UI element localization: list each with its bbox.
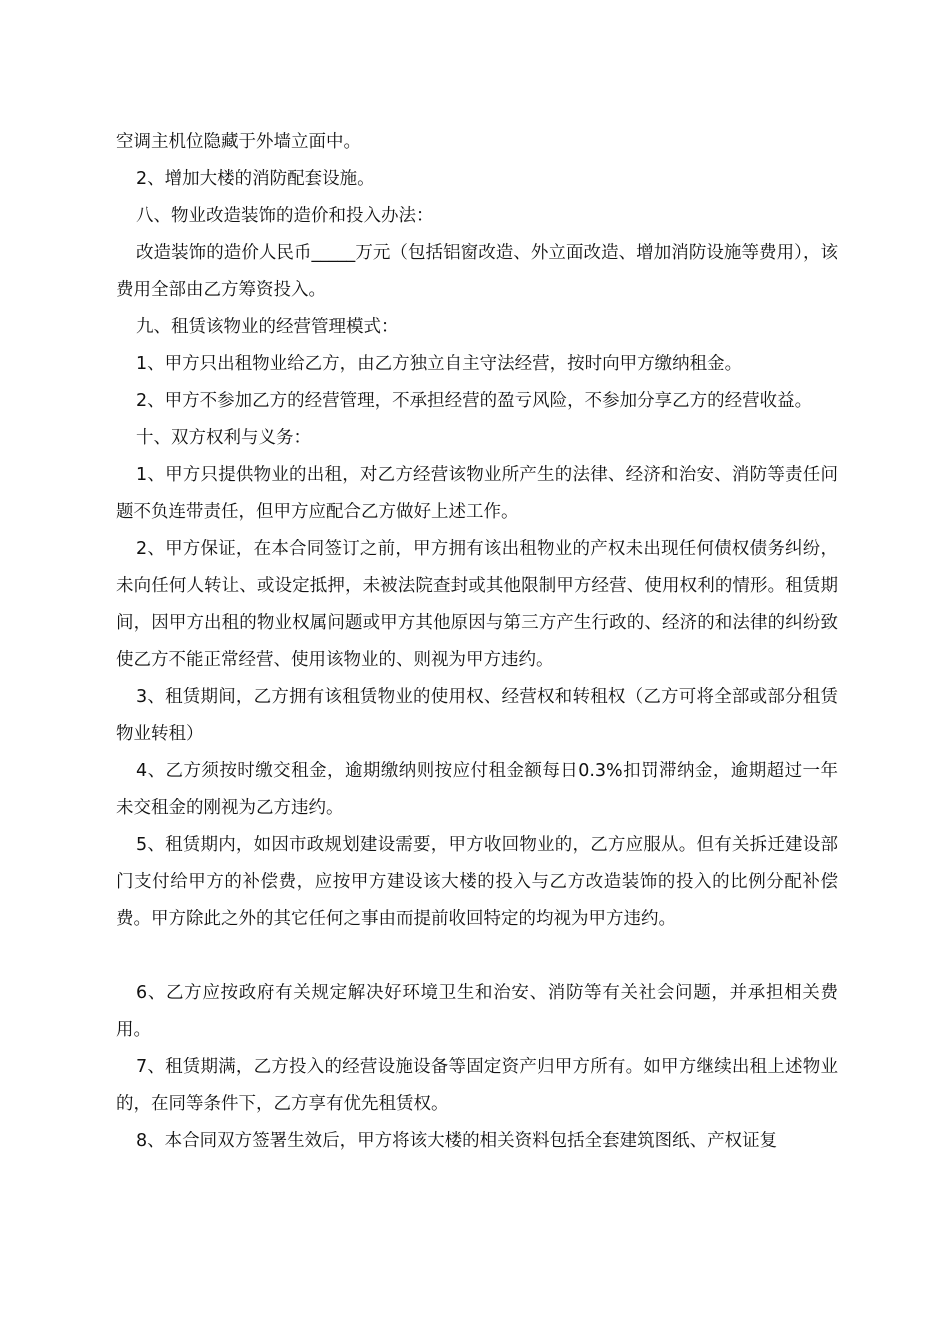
paragraph: 2、甲方保证，在本合同签订之前，甲方拥有该出租物业的产权未出现任何债权债务纠纷，未向任何人转让、或设定抵押，未被法院查封或其他限制甲方经营、使用权利的情形。租赁期间，因甲方出租的物业权属问题或甲方其他原因与第三方产生行政的、经济的和法律的纠纷致使乙方不能正常经营、使用该物业的、则视为甲方违约。 <box>116 539 838 670</box>
section-heading: 八、物业改造装饰的造价和投入办法： <box>136 206 434 226</box>
section-heading: 十、双方权利与义务： <box>136 428 311 448</box>
section-heading: 九、租赁该物业的经营管理模式： <box>136 317 399 337</box>
paragraph: 7、租赁期满，乙方投入的经营设施设备等固定资产归甲方所有。如甲方继续出租上述物业的，在同等条件下，乙方享有优先租赁权。 <box>116 1057 838 1114</box>
paragraph: 8、本合同双方签署生效后，甲方将该大楼的相关资料包括全套建筑图纸、产权证复 <box>136 1131 778 1151</box>
paragraph: 4、乙方须按时缴交租金，逾期缴纳则按应付租金额每日0.3%扣罚滞纳金，逾期超过一年未交租金的刚视为乙方违约。 <box>116 761 838 818</box>
paragraph: 改造装饰的造价人民币_____万元（包括铝窗改造、外立面改造、增加消防设施等费用），该费用全部由乙方筹资投入。 <box>116 243 838 300</box>
paragraph: 2、增加大楼的消防配套设施。 <box>136 169 375 189</box>
paragraph: 5、租赁期内，如因市政规划建设需要，甲方收回物业的，乙方应服从。但有关拆迁建设部门支付给甲方的补偿费，应按甲方建设该大楼的投入与乙方改造装饰的投入的比例分配补偿费。甲方除此之外的其它任何之事由而提前收回特定的均视为甲方违约。 <box>116 835 838 929</box>
paragraph: 3、租赁期间，乙方拥有该租赁物业的使用权、经营权和转租权（乙方可将全部或部分租赁物业转租） <box>116 687 838 744</box>
paragraph: 空调主机位隐藏于外墙立面中。 <box>116 132 361 152</box>
paragraph: 1、甲方只出租物业给乙方，由乙方独立自主守法经营，按时向甲方缴纳租金。 <box>136 354 743 374</box>
paragraph: 1、甲方只提供物业的出租，对乙方经营该物业所产生的法律、经济和治安、消防等责任问题不负连带责任，但甲方应配合乙方做好上述工作。 <box>116 465 838 522</box>
document-body <box>116 124 838 1160</box>
paragraph: 6、乙方应按政府有关规定解决好环境卫生和治安、消防等有关社会问题，并承担相关费用。 <box>116 983 838 1040</box>
paragraph: 2、甲方不参加乙方的经营管理，不承担经营的盈亏风险，不参加分享乙方的经营收益。 <box>136 391 813 411</box>
